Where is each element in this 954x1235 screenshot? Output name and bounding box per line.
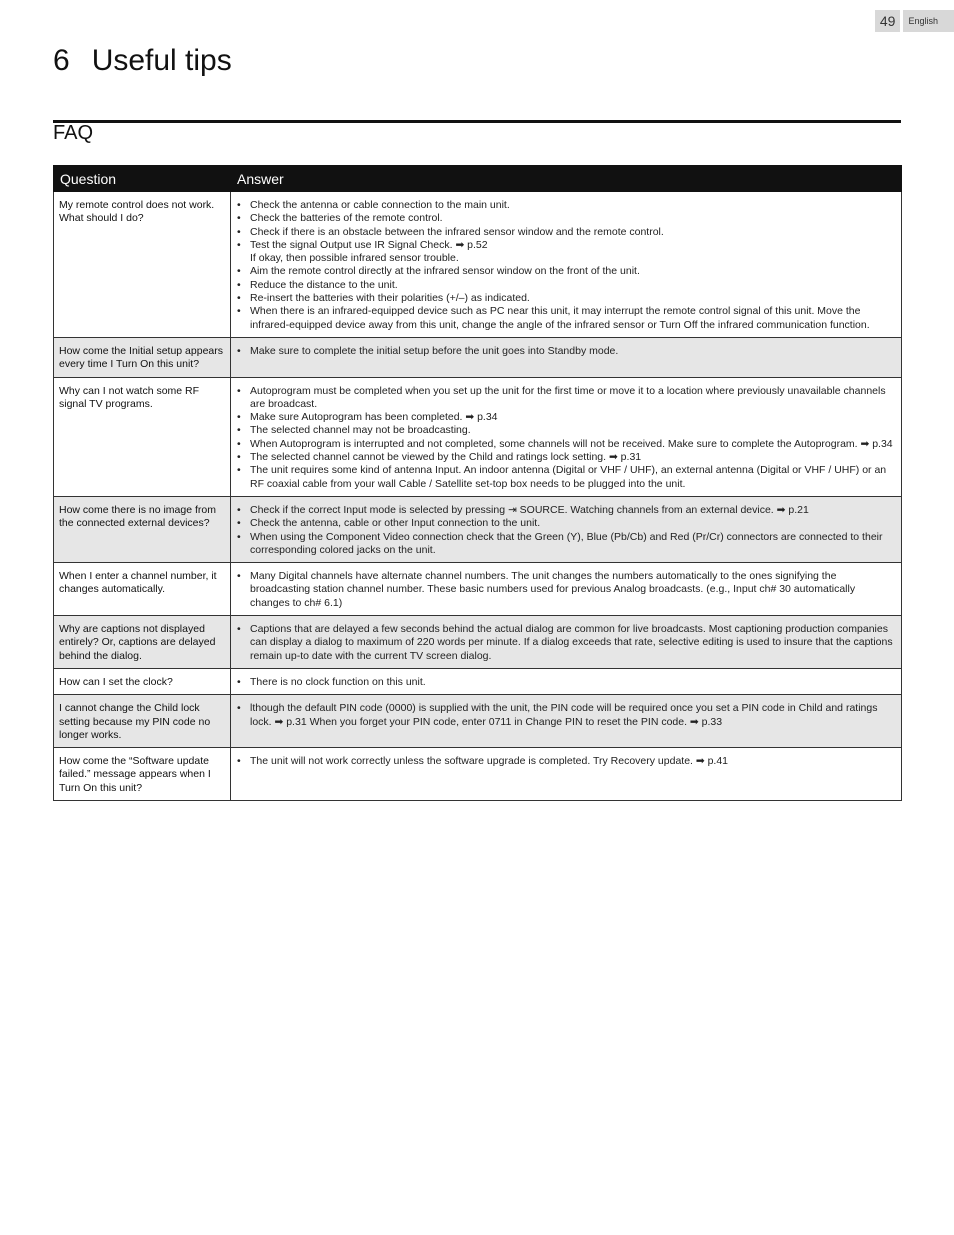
answer-item: • The selected channel may not be broadcasting. — [236, 424, 896, 437]
faq-table — [53, 165, 902, 801]
faq-row — [54, 337, 902, 377]
answer-list — [236, 623, 896, 663]
answer-item: • Check if the correct Input mode is selected by pressing ⇥ SOURCE. Watching channels from an external device. ➡ p.21 — [236, 504, 896, 517]
faq-row — [54, 616, 902, 669]
answer-cell — [231, 695, 902, 748]
question-cell — [54, 563, 231, 616]
page-number: 49 — [875, 10, 901, 32]
question-cell — [54, 695, 231, 748]
answer-item: • The unit requires some kind of antenna Input. An indoor antenna (Digital or VHF / UHF), an external antenna (Digital or VHF / UHF) or an RF coaxial cable from your wall Cable / Satellite set-top box needs to be plugged into the unit. — [236, 464, 896, 491]
answer-item: • When there is an infrared-equipped device such as PC near this unit, it may interrupt the remote control signal of this unit. Move the infrared-equipped device away from this unit, change the angle of the infrared sensor or Turn Off the infrared communication function. — [236, 305, 896, 332]
answer-cell — [231, 563, 902, 616]
question-cell — [54, 748, 231, 801]
answer-item: • Re-insert the batteries with their polarities (+/–) as indicated. — [236, 292, 896, 305]
answer-item: • Check the antenna or cable connection to the main unit. — [236, 199, 896, 212]
chapter-number: 6 — [53, 44, 70, 77]
question-cell — [54, 668, 231, 694]
answer-list — [236, 755, 896, 768]
answer-item: • Aim the remote control directly at the infrared sensor window on the front of the unit. — [236, 265, 896, 278]
answer-item: • Many Digital channels have alternate channel numbers. The unit changes the numbers automatically to the ones signifying the broadcasting station channel number. These basic numbers used for previous Analog broadcasts. (e.g., Input ch# 30 automatically changes to ch# 6.1) — [236, 570, 896, 610]
section-divider — [53, 120, 901, 123]
question-column-header: Question — [54, 166, 231, 192]
question-cell — [54, 616, 231, 669]
answer-list — [236, 702, 896, 729]
question-cell — [54, 377, 231, 496]
answer-list — [236, 345, 896, 358]
question-text: How come the Initial setup appears every time I Turn On this unit? — [59, 344, 224, 371]
answer-item: • The selected channel cannot be viewed by the Child and ratings lock setting. ➡ p.31 — [236, 451, 896, 464]
faq-row — [54, 695, 902, 748]
answer-list — [236, 676, 896, 689]
answer-cell — [231, 668, 902, 694]
answer-cell — [231, 616, 902, 669]
answer-cell — [231, 337, 902, 377]
question-text: Why can I not watch some RF signal TV programs. — [59, 384, 200, 410]
answer-item: • The unit will not work correctly unless the software upgrade is completed. Try Recovery update. ➡ p.41 — [236, 755, 896, 768]
answer-cell — [231, 748, 902, 801]
faq-row — [54, 748, 902, 801]
faq-row — [54, 377, 902, 496]
section-title: FAQ — [53, 122, 94, 144]
question-text: How come the “Software update failed.” message appears when I Turn On this unit? — [59, 755, 211, 794]
answer-item: • Check if there is an obstacle between the infrared sensor window and the remote control. — [236, 226, 896, 239]
faq-row — [54, 563, 902, 616]
language-label: English — [903, 10, 954, 32]
answer-cell — [231, 496, 902, 562]
answer-list — [236, 504, 896, 557]
answer-list — [236, 199, 896, 332]
answer-cell — [231, 192, 902, 338]
answer-item: • Check the batteries of the remote control. — [236, 212, 896, 225]
question-text: My remote control does not work. — [59, 199, 215, 211]
answer-list — [236, 385, 896, 491]
question-text: I cannot change the Child lock setting because my PIN code no longer works. — [59, 702, 211, 741]
question-text: What should I do? — [59, 212, 144, 225]
answer-item: • Make sure Autoprogram has been completed. ➡ p.34 — [236, 411, 896, 424]
faq-row — [54, 496, 902, 562]
faq-row — [54, 192, 902, 338]
answer-item: • When Autoprogram is interrupted and not completed, some channels will not be received. Make sure to complete the Autoprogram. ➡ p.34 — [236, 438, 896, 451]
answer-cell — [231, 377, 902, 496]
answer-item: • Check the antenna, cable or other Input connection to the unit. — [236, 517, 896, 530]
question-cell — [54, 192, 231, 338]
chapter-title: Useful tips — [91, 44, 232, 77]
chapter-heading — [53, 44, 232, 78]
answer-item: • Reduce the distance to the unit. — [236, 279, 896, 292]
answer-item: • When using the Component Video connection check that the Green (Y), Blue (Pb/Cb) and Red (Pr/Cr) connectors are connected to their corresponding colored jacks on the unit. — [236, 531, 896, 558]
answer-item: • Captions that are delayed a few seconds behind the actual dialog are common for live broadcasts. Most captioning production companies can display a dialog to maximum of 220 words per minute. If a dialog exceeds that rate, selective editing is used to insure that the captions remain up-to date with the current TV screen dialog. — [236, 623, 896, 663]
question-text: How come there is no image from the connected external devices? — [59, 503, 216, 530]
question-text: How can I set the clock? — [59, 675, 173, 688]
answer-item: • lthough the default PIN code (0000) is supplied with the unit, the PIN code will be required once you set a PIN code in Child and ratings lock. ➡ p.31 When you forget your PIN code, enter 0711 in Change PIN to reset the PIN code. ➡ p.33 — [236, 702, 896, 729]
page-tab — [875, 10, 954, 32]
question-cell — [54, 496, 231, 562]
question-cell — [54, 337, 231, 377]
faq-body — [54, 192, 902, 801]
faq-header-row — [54, 166, 902, 192]
question-text: Why are captions not displayed entirely? Or, captions are delayed behind the dialog. — [59, 623, 216, 662]
answer-list — [236, 570, 896, 610]
answer-item: • Make sure to complete the initial setup before the unit goes into Standby mode. — [236, 345, 896, 358]
faq-row — [54, 668, 902, 694]
answer-item: • Autoprogram must be completed when you set up the unit for the first time or move it to a location where previously unavailable channels are broadcast. — [236, 385, 896, 412]
question-text: When I enter a channel number, it changes automatically. — [59, 570, 217, 596]
answer-column-header: Answer — [231, 166, 902, 192]
answer-item: • Test the signal Output use IR Signal Check. ➡ p.52 If okay, then possible infrared sensor trouble. — [236, 239, 896, 266]
answer-item: • There is no clock function on this unit. — [236, 676, 896, 689]
